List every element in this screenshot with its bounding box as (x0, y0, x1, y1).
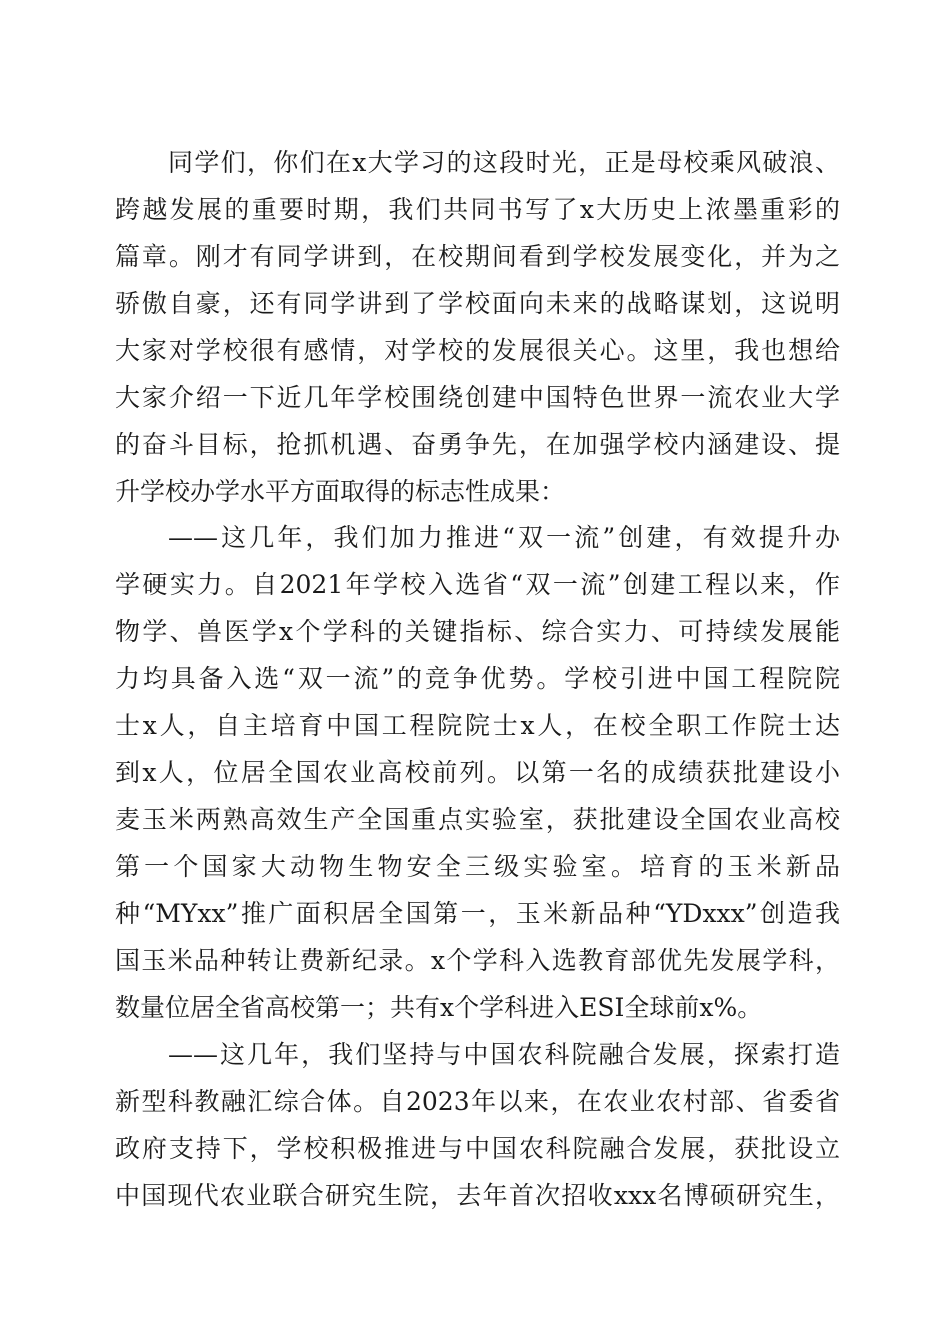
text-line: 力均具备入选“双一流”的竞争优势。学校引进中国工程院院 (115, 664, 840, 693)
text-line: 士x人，自主培育中国工程院院士x人，在校全职工作院士达 (115, 711, 840, 740)
text-line: 跨越发展的重要时期，我们共同书写了x大历史上浓墨重彩的 (115, 195, 840, 224)
text-line: 中国现代农业联合研究生院，去年首次招收xxx名博硕研究生， (115, 1181, 840, 1210)
text-line: 国玉米品种转让费新纪录。x个学科入选教育部优先发展学科， (115, 946, 840, 975)
text-line: 的奋斗目标，抢抓机遇、奋勇争先，在加强学校内涵建设、提 (115, 430, 840, 459)
text-line: 物学、兽医学x个学科的关键指标、综合实力、可持续发展能 (115, 617, 840, 646)
text-line: 学硬实力。自2021年学校入选省“双一流”创建工程以来，作 (115, 570, 840, 599)
text-line: ——这几年，我们坚持与中国农科院融合发展，探索打造 (168, 1040, 840, 1069)
text-line: ——这几年，我们加力推进“双一流”创建，有效提升办 (168, 523, 840, 552)
text-line: 政府支持下，学校积极推进与中国农科院融合发展，获批设立 (115, 1134, 840, 1163)
text-line: 到x人，位居全国农业高校前列。以第一名的成绩获批建设小 (115, 758, 840, 787)
text-line: 大家介绍一下近几年学校围绕创建中国特色世界一流农业大学 (115, 383, 840, 412)
text-line: 骄傲自豪，还有同学讲到了学校面向未来的战略谋划，这说明 (115, 289, 840, 318)
text-line: 升学校办学水平方面取得的标志性成果： (115, 477, 566, 506)
text-line: 种“MYxx”推广面积居全国第一，玉米新品种“YDxxx”创造我 (115, 899, 840, 928)
text-line: 数量位居全省高校第一；共有x个学科进入ESI全球前x%。 (115, 993, 763, 1022)
text-line: 麦玉米两熟高效生产全国重点实验室，获批建设全国农业高校 (115, 805, 840, 834)
text-line: 大家对学校很有感情，对学校的发展很关心。这里，我也想给 (115, 336, 840, 365)
text-line: 篇章。刚才有同学讲到，在校期间看到学校发展变化，并为之 (115, 242, 840, 271)
text-line: 第一个国家大动物生物安全三级实验室。培育的玉米新品 (115, 852, 840, 881)
text-line: 同学们，你们在x大学习的这段时光，正是母校乘风破浪、 (168, 148, 840, 177)
text-line: 新型科教融汇综合体。自2023年以来，在农业农村部、省委省 (115, 1087, 840, 1116)
